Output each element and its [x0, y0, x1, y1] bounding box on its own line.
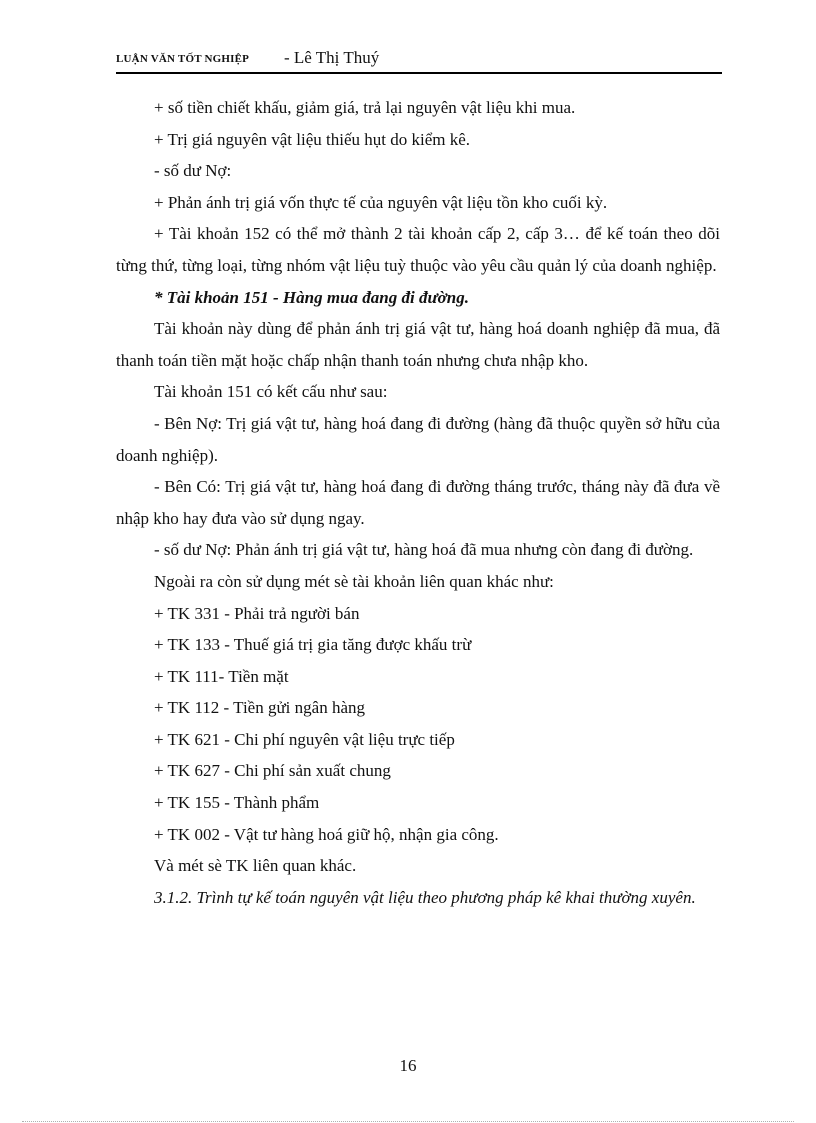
paragraph: - số dư Nợ: Phản ánh trị giá vật tư, hàng hoá đã mua nhưng còn đang đi đường.	[154, 540, 694, 560]
paragraph: + số tiền chiết khấu, giảm giá, trả lại nguyên vật liệu khi mua.	[154, 98, 576, 117]
list-item: + TK 111- Tiền mặt	[154, 666, 289, 686]
page-number: 16	[399, 1056, 417, 1075]
paragraph: Tài khoản 151 có kết cấu như sau:	[154, 382, 388, 402]
list-item: + TK 002 - Vật tư hàng hoá giữ hộ, nhận gia công.	[154, 824, 499, 844]
author-name: - Lê Thị Thuý	[284, 48, 380, 67]
paragraph: - Bên Nợ: Trị giá vật tư, hàng hoá đang đi đường (hàng đã thuộc quyền sở hữu của doanh nghiệp).	[116, 413, 720, 465]
paragraph: Ngoài ra còn sử dụng mét sè tài khoản liên quan khác như:	[154, 571, 554, 591]
page-bottom-border	[22, 1121, 794, 1122]
list-item: + TK 621 - Chi phí nguyên vật liệu trực tiếp	[154, 729, 455, 749]
paragraph: + Phản ánh trị giá vốn thực tế của nguyên vật liệu tồn kho cuối kỳ.	[154, 192, 608, 212]
body-text	[116, 92, 720, 913]
list-item: + TK 155 - Thành phẩm	[154, 793, 320, 813]
paragraph: + Tài khoản 152 có thể mở thành 2 tài khoản cấp 2, cấp 3… để kế toán theo dõi từng thứ, từng loại, từng nhóm vật liệu tuỳ thuộc vào yêu cầu quản lý của doanh nghiệp.	[116, 224, 720, 275]
thesis-title: LUẬN VĂN TỐT NGHIỆP	[116, 53, 250, 65]
paragraph: Và mét sè TK liên quan khác.	[154, 856, 357, 876]
list-item: + TK 112 - Tiền gửi ngân hàng	[154, 698, 365, 718]
list-item: + TK 331 - Phải trả người bán	[154, 603, 360, 623]
paragraph: + Trị giá nguyên vật liệu thiếu hụt do kiểm kê.	[154, 129, 471, 149]
paragraph: - số dư Nợ:	[154, 161, 232, 181]
section-heading: * Tài khoản 151 - Hàng mua đang đi đường.	[154, 287, 469, 307]
paragraph: - Bên Có: Trị giá vật tư, hàng hoá đang đi đường tháng trước, tháng này đã đưa về nhập kho hay đưa vào sử dụng ngay.	[116, 477, 720, 528]
page-header	[116, 48, 722, 74]
paragraph: Tài khoản này dùng để phản ánh trị giá vật tư, hàng hoá doanh nghiệp đã mua, đã thanh toán tiền mặt hoặc chấp nhận thanh toán nhưng chưa nhập kho.	[116, 319, 720, 370]
list-item: + TK 627 - Chi phí sản xuất chung	[154, 761, 391, 781]
list-item: + TK 133 - Thuế giá trị gia tăng được khấu trừ	[154, 635, 472, 655]
subsection-heading: 3.1.2. Trình tự kế toán nguyên vật liệu theo phương pháp kê khai thường xuyên.	[154, 887, 696, 907]
